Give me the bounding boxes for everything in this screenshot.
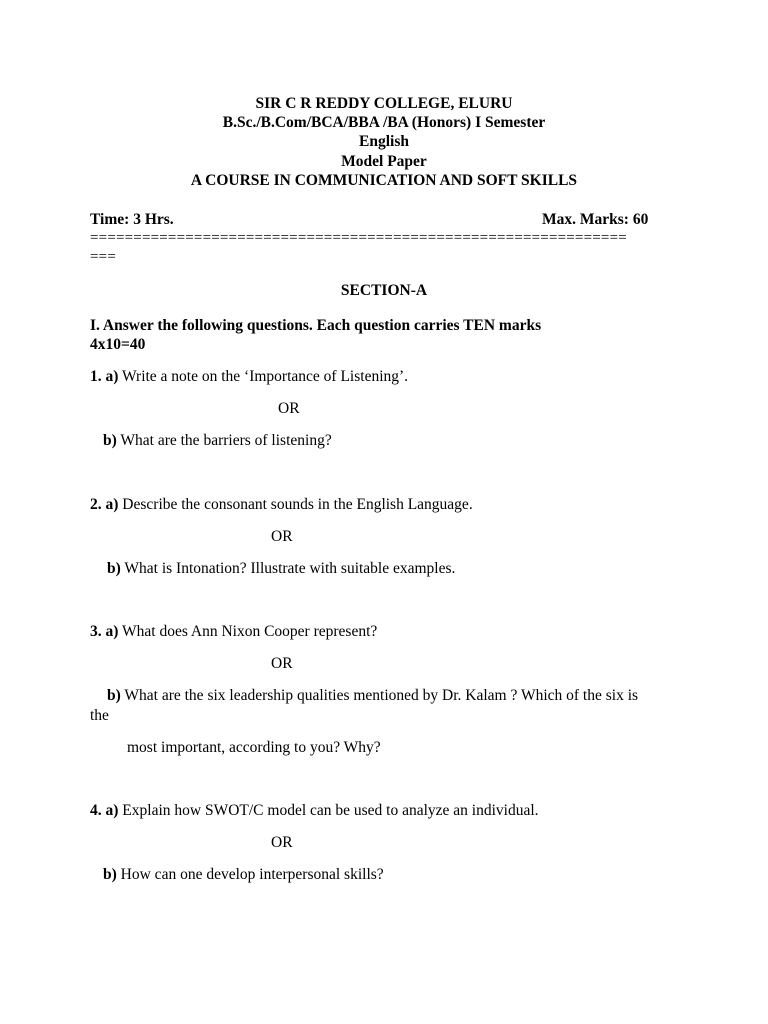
question-text: What are the barriers of listening? <box>116 432 332 449</box>
question-label: b) <box>107 687 121 704</box>
subject-line: English <box>359 133 409 150</box>
question-text: What are the six leadership qualities mentioned by Dr. Kalam ? Which of the six is <box>120 687 639 704</box>
question-4b <box>103 865 384 884</box>
separator-rule: ============================================================== <box>90 230 627 246</box>
question-1b <box>103 431 332 450</box>
question-text: Write a note on the ‘Importance of Listening’. <box>118 368 409 385</box>
question-1a <box>90 367 408 386</box>
section-title: SECTION-A <box>340 282 428 299</box>
question-text: Explain how SWOT/C model can be used to analyze an individual. <box>118 802 539 819</box>
question-label: b) <box>103 432 117 449</box>
question-3b <box>107 686 638 705</box>
question-3b-wrap: the <box>90 707 109 724</box>
question-label: b) <box>103 866 117 883</box>
or-separator: OR <box>271 655 293 672</box>
question-label: 2. a) <box>90 496 119 513</box>
question-2b <box>107 559 455 578</box>
question-label: 4. a) <box>90 802 119 819</box>
question-text: Describe the consonant sounds in the English Language. <box>118 496 473 513</box>
question-text: What does Ann Nixon Cooper represent? <box>118 623 378 640</box>
or-separator: OR <box>271 834 293 851</box>
time-allowed: Time: 3 Hrs. <box>90 211 174 228</box>
paper-type: Model Paper <box>341 153 427 170</box>
question-2a <box>90 495 473 514</box>
college-name: SIR C R REDDY COLLEGE, ELURU <box>255 95 513 112</box>
separator-rule-wrap: === <box>90 249 116 265</box>
programme-line: B.Sc./B.Com/BCA/BBA /BA (Honors) I Semester <box>222 114 546 131</box>
question-3b-continued: most important, according to you? Why? <box>127 739 381 756</box>
question-label: b) <box>107 560 121 577</box>
question-text: What is Intonation? Illustrate with suitable examples. <box>120 560 456 577</box>
section-instruction: I. Answer the following questions. Each question carries TEN marks <box>90 317 542 334</box>
or-separator: OR <box>271 528 293 545</box>
question-4a <box>90 801 539 820</box>
question-3a <box>90 622 377 641</box>
question-label: 3. a) <box>90 623 119 640</box>
section-marks: 4x10=40 <box>90 336 146 353</box>
max-marks: Max. Marks: 60 <box>542 211 649 228</box>
question-text: How can one develop interpersonal skills? <box>116 866 384 883</box>
course-title: A COURSE IN COMMUNICATION AND SOFT SKILLS <box>190 172 578 189</box>
question-label: 1. a) <box>90 368 119 385</box>
or-separator: OR <box>278 400 300 417</box>
